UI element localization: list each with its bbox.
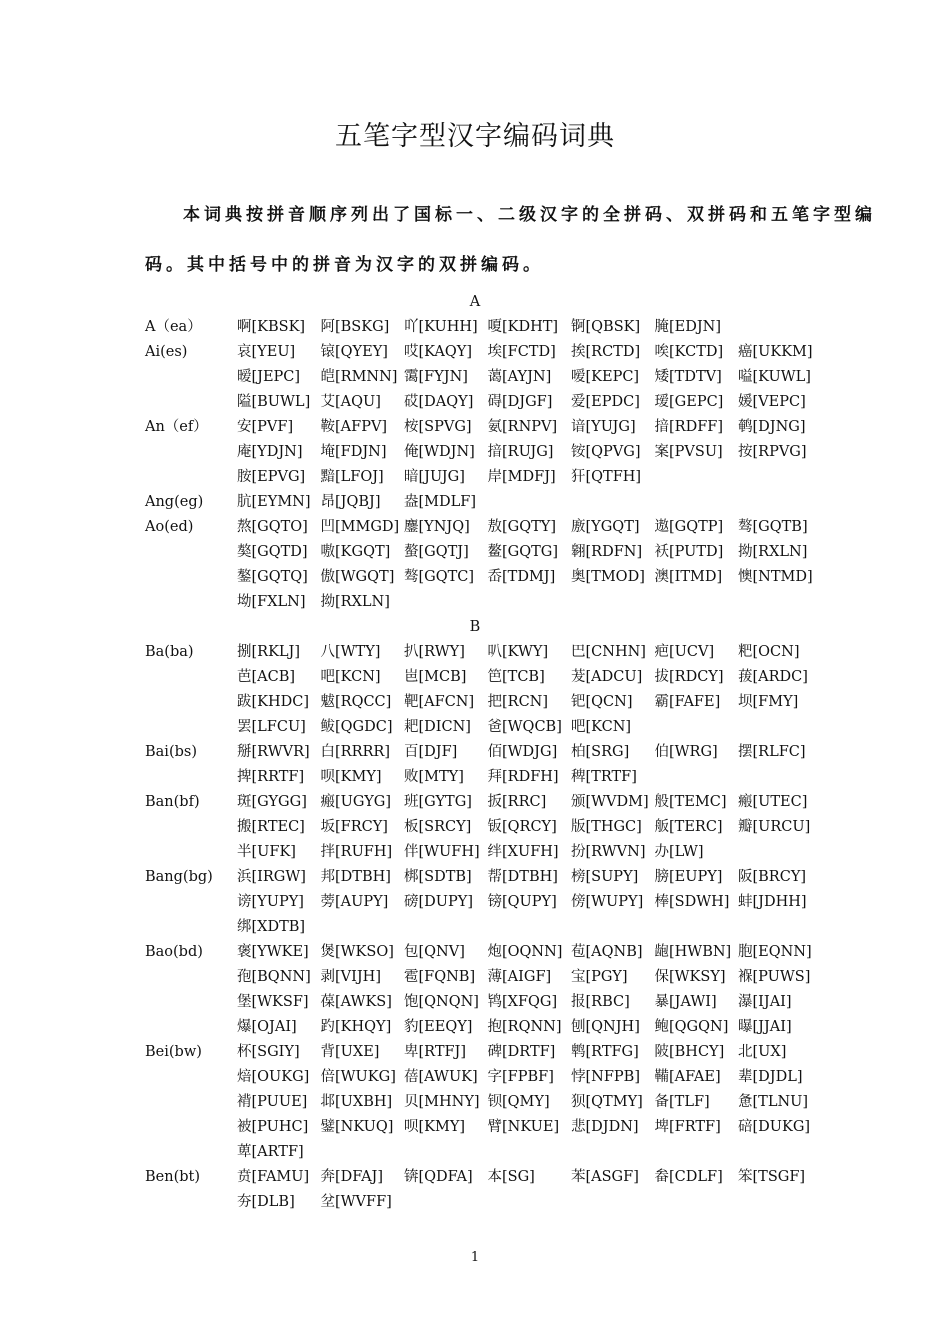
char-entry: 掰[RWVR]	[237, 744, 310, 760]
char-entry: 吧[KCN]	[571, 719, 632, 735]
char-entry: 唉[KCTD]	[654, 344, 724, 360]
char-entry: 揞[RDFF]	[654, 419, 723, 435]
char-entry: 锿[QYEY]	[320, 344, 388, 360]
entry-list	[237, 740, 822, 790]
char-entry: 煲[WKSO]	[320, 944, 394, 960]
char-entry: 舨[TERC]	[654, 819, 723, 835]
char-entry: 八[WTY]	[320, 644, 381, 660]
char-entry: 菝[ARDC]	[738, 669, 808, 685]
page-title: 五笔字型汉字编码词典	[335, 121, 615, 152]
char-entry: 背[UXE]	[320, 1044, 380, 1060]
section-letter: A	[469, 294, 481, 310]
char-entry: 坂[FRCY]	[320, 819, 388, 835]
char-entry: 黯[LFOJ]	[320, 469, 384, 485]
char-entry: 哀[YEU]	[237, 344, 296, 360]
char-entry: 艾[AQU]	[320, 394, 381, 410]
char-entry: 鲅[QGDC]	[320, 719, 393, 735]
char-entry: 澳[ITMD]	[654, 569, 723, 585]
char-entry: 钣[QRCY]	[487, 819, 557, 835]
char-entry: 败[MTY]	[404, 769, 464, 785]
char-entry: 鹎[RTFG]	[571, 1044, 639, 1060]
char-entry: 梆[SDTB]	[404, 869, 472, 885]
char-entry: 佰[WDJG]	[487, 744, 558, 760]
char-entry: 夯[DLB]	[237, 1194, 295, 1210]
char-entry: 吖[KUHH]	[404, 319, 478, 335]
char-entry: 炮[OQNN]	[487, 944, 563, 960]
char-entry: 棒[SDWH]	[654, 894, 730, 910]
char-entry: 鏊[GQTQ]	[237, 569, 308, 585]
char-entry: 暗[JUJG]	[404, 469, 465, 485]
pinyin-label: Ai(es)	[145, 344, 188, 360]
pinyin-label: Bang(bg)	[145, 869, 213, 885]
char-entry: 暴[JAWI]	[654, 994, 717, 1010]
char-entry: 蚌[JDHH]	[738, 894, 807, 910]
char-entry: 陂[BHCY]	[654, 1044, 725, 1060]
pinyin-label: A（ea）	[145, 319, 202, 335]
char-entry: 锛[QDFA]	[404, 1169, 473, 1185]
pinyin-label: Ban(bf)	[145, 794, 200, 810]
char-entry: 奔[DFAJ]	[320, 1169, 384, 1185]
page-number: 1	[470, 1250, 480, 1265]
char-entry: 邦[DTBH]	[320, 869, 391, 885]
char-entry: 摆[RLFC]	[738, 744, 806, 760]
char-entry: 耙[DICN]	[404, 719, 471, 735]
char-entry: 霭[FYJN]	[404, 369, 468, 385]
char-entry: 哎[KAQY]	[404, 344, 472, 360]
char-entry: 贲[FAMU]	[237, 1169, 310, 1185]
char-entry: 刨[QNJH]	[571, 1019, 640, 1035]
char-entry: 爱[EPDC]	[571, 394, 640, 410]
char-entry: 鞴[AFAE]	[654, 1069, 721, 1085]
char-entry: 苞[AQNB]	[571, 944, 643, 960]
intro-line-1: 本词典按拼音顺序列出了国标一、二级汉字的全拼码、双拼码和五笔字型编	[183, 205, 876, 225]
char-entry: 斑[GYGG]	[237, 794, 307, 810]
char-entry: 褓[PUWS]	[738, 969, 811, 985]
char-entry: 爆[OJAI]	[237, 1019, 297, 1035]
char-entry: 魃[RQCC]	[320, 694, 392, 710]
char-entry: 袄[PUTD]	[654, 544, 724, 560]
char-entry: 惫[TLNU]	[738, 1094, 809, 1110]
pinyin-group	[145, 490, 825, 515]
char-entry: 扮[RWVN]	[571, 844, 646, 860]
char-entry: 遨[GQTP]	[654, 519, 724, 535]
char-entry: 瓣[URCU]	[738, 819, 811, 835]
intro-line-2: 码。其中括号中的拼音为汉字的双拼编码。	[145, 255, 544, 275]
char-entry: 瘢[UTEC]	[738, 794, 808, 810]
char-entry: 北[UX]	[738, 1044, 787, 1060]
char-entry: 庵[YDJN]	[237, 444, 303, 460]
entry-list	[237, 315, 822, 340]
char-entry: 钯[QCN]	[571, 694, 633, 710]
char-entry: 捭[RRTF]	[237, 769, 305, 785]
char-entry: 鏖[YNJQ]	[404, 519, 470, 535]
char-entry: 笨[TSGF]	[738, 1169, 806, 1185]
char-entry: 饱[QNQN]	[404, 994, 479, 1010]
char-entry: 贝[MHNY]	[404, 1094, 480, 1110]
pinyin-group	[145, 740, 825, 790]
char-entry: 爸[WQCB]	[487, 719, 562, 735]
char-entry: 傲[WGQT]	[320, 569, 395, 585]
char-entry: 辈[DJDL]	[738, 1069, 803, 1085]
entry-list	[237, 340, 822, 415]
char-entry: 鞍[AFPV]	[320, 419, 388, 435]
entry-list	[237, 415, 822, 490]
char-entry: 瑷[GEPC]	[654, 394, 724, 410]
pinyin-label: Bei(bw)	[145, 1044, 202, 1060]
pinyin-group	[145, 640, 825, 740]
entry-list	[237, 1165, 822, 1215]
char-entry: 安[PVF]	[237, 419, 294, 435]
char-entry: 鹌[DJNG]	[738, 419, 806, 435]
char-entry: 捌[RKLJ]	[237, 644, 301, 660]
char-entry: 雹[FQNB]	[404, 969, 476, 985]
char-entry: 浜[IRGW]	[237, 869, 306, 885]
char-entry: 焙[OUKG]	[237, 1069, 310, 1085]
char-entry: 砹[DAQY]	[404, 394, 474, 410]
char-entry: 绑[XDTB]	[237, 919, 306, 935]
char-entry: 吧[KCN]	[320, 669, 381, 685]
char-entry: 悖[NFPB]	[571, 1069, 640, 1085]
char-entry: 皑[RMNN]	[320, 369, 398, 385]
char-entry: 扒[RWY]	[404, 644, 465, 660]
char-entry: 碚[DUKG]	[738, 1119, 811, 1135]
pinyin-group	[145, 1040, 825, 1165]
entry-list	[237, 865, 822, 940]
section-letter: B	[469, 619, 481, 635]
entry-list	[237, 490, 822, 515]
entry-list	[237, 1040, 822, 1165]
char-entry: 坝[FMY]	[738, 694, 799, 710]
char-entry: 镑[QUPY]	[487, 894, 557, 910]
entry-list	[237, 790, 822, 865]
char-entry: 癌[UKKM]	[738, 344, 813, 360]
char-entry: 疤[UCV]	[654, 644, 715, 660]
char-entry: 岙[TDMJ]	[487, 569, 556, 585]
char-entry: 挨[RCTD]	[571, 344, 641, 360]
entry-list	[237, 940, 822, 1040]
char-entry: 钡[QMY]	[487, 1094, 550, 1110]
char-entry: 抱[RQNN]	[487, 1019, 562, 1035]
pinyin-label: Ba(ba)	[145, 644, 194, 660]
char-entry: 报[RBC]	[571, 994, 630, 1010]
char-entry: 矮[TDTV]	[654, 369, 722, 385]
pinyin-group	[145, 940, 825, 1040]
char-entry: 邶[UXBH]	[320, 1094, 393, 1110]
char-entry: 媛[VEPC]	[738, 394, 806, 410]
pinyin-group	[145, 415, 825, 490]
char-entry: 瀑[IJAI]	[738, 994, 792, 1010]
char-entry: 褒[YWKE]	[237, 944, 309, 960]
char-entry: 螯[GQTJ]	[404, 544, 469, 560]
char-entry: 鳌[GQTG]	[487, 544, 559, 560]
char-entry: 嗷[KGQT]	[320, 544, 391, 560]
char-entry: 靶[AFCN]	[404, 694, 475, 710]
pinyin-label: An（ef）	[145, 419, 208, 435]
char-entry: 绊[XUFH]	[487, 844, 559, 860]
char-entry: 铵[QPVG]	[571, 444, 641, 460]
char-entry: 稗[TRTF]	[571, 769, 637, 785]
char-entry: 懊[NTMD]	[738, 569, 813, 585]
pinyin-label: Ben(bt)	[145, 1169, 200, 1185]
char-entry: 骜[GQTC]	[404, 569, 475, 585]
char-entry: 白[RRRR]	[320, 744, 390, 760]
char-entry: 堡[WKSF]	[237, 994, 309, 1010]
char-entry: 备[TLF]	[654, 1094, 710, 1110]
char-entry: 碑[DRTF]	[487, 1044, 556, 1060]
char-entry: 字[FPBF]	[487, 1069, 554, 1085]
char-entry: 拌[RUFH]	[320, 844, 393, 860]
char-entry: 芭[ACB]	[237, 669, 296, 685]
char-entry: 卑[RTFJ]	[404, 1044, 467, 1060]
char-entry: 粑[OCN]	[738, 644, 800, 660]
char-entry: 暧[JEPC]	[237, 369, 301, 385]
char-entry: 氨[RNPV]	[487, 419, 558, 435]
char-entry: 半[UFK]	[237, 844, 296, 860]
char-entry: 霸[FAFE]	[654, 694, 721, 710]
char-entry: 臂[NKUE]	[487, 1119, 560, 1135]
char-entry: 板[SRCY]	[404, 819, 472, 835]
char-entry: 骜[GQTB]	[738, 519, 808, 535]
char-entry: 呗[KMY]	[404, 1119, 466, 1135]
char-entry: 颁[WVDM]	[571, 794, 649, 810]
char-entry: 廒[YGQT]	[571, 519, 640, 535]
char-entry: 笆[TCB]	[487, 669, 545, 685]
char-entry: 磅[DUPY]	[404, 894, 473, 910]
char-entry: 本[SG]	[487, 1169, 535, 1185]
char-entry: 班[GYTG]	[404, 794, 472, 810]
char-entry: 罢[LFCU]	[237, 719, 306, 735]
char-entry: 拗[RXLN]	[320, 594, 390, 610]
pinyin-label: Bai(bs)	[145, 744, 197, 760]
char-entry: 翱[RDFN]	[571, 544, 643, 560]
char-entry: 畚[CDLF]	[654, 1169, 723, 1185]
char-entry: 桉[SPVG]	[404, 419, 472, 435]
char-entry: 萆[ARTF]	[237, 1144, 304, 1160]
char-entry: 帮[DTBH]	[487, 869, 558, 885]
char-entry: 敖[GQTY]	[487, 519, 557, 535]
char-entry: 膀[EUPY]	[654, 869, 723, 885]
char-entry: 倍[WUKG]	[320, 1069, 396, 1085]
pinyin-label: Bao(bd)	[145, 944, 203, 960]
dictionary-body	[145, 290, 825, 1215]
char-entry: 胞[EQNN]	[738, 944, 812, 960]
char-entry: 奥[TMOD]	[571, 569, 645, 585]
char-entry: 揞[RUJG]	[487, 444, 554, 460]
entry-list	[237, 515, 822, 615]
char-entry: 嗄[KDHT]	[487, 319, 559, 335]
pinyin-group	[145, 515, 825, 615]
entry-list	[237, 640, 822, 740]
char-entry: 拜[RDFH]	[487, 769, 559, 785]
char-entry: 鲍[QGQN]	[654, 1019, 729, 1035]
char-entry: 呗[KMY]	[320, 769, 382, 785]
char-entry: 跋[KHDC]	[237, 694, 310, 710]
char-entry: 保[WKSY]	[654, 969, 726, 985]
char-entry: 岸[MDFJ]	[487, 469, 556, 485]
char-entry: 蔼[AYJN]	[487, 369, 552, 385]
char-entry: 伴[WUFH]	[404, 844, 480, 860]
char-entry: 埤[FRTF]	[654, 1119, 721, 1135]
char-entry: 被[PUHC]	[237, 1119, 309, 1135]
char-entry: 豹[EEQY]	[404, 1019, 473, 1035]
char-entry: 鐾[NKUQ]	[320, 1119, 394, 1135]
char-entry: 办[LW]	[654, 844, 704, 860]
char-entry: 獒[GQTD]	[237, 544, 308, 560]
char-entry: 扳[RRC]	[487, 794, 547, 810]
char-entry: 宝[PGY]	[571, 969, 628, 985]
char-entry: 巴[CNHN]	[571, 644, 646, 660]
char-entry: 搬[RTEC]	[237, 819, 305, 835]
char-entry: 俺[WDJN]	[404, 444, 475, 460]
char-entry: 碍[DJGF]	[487, 394, 553, 410]
pinyin-label: Ang(eg)	[145, 494, 204, 510]
char-entry: 悲[DJDN]	[571, 1119, 639, 1135]
char-entry: 啊[KBSK]	[237, 319, 306, 335]
char-entry: 般[TEMC]	[654, 794, 727, 810]
char-entry: 嗳[KEPC]	[571, 369, 640, 385]
char-entry: 杯[SGIY]	[237, 1044, 300, 1060]
char-entry: 版[THGC]	[571, 819, 642, 835]
char-entry: 犴[QTFH]	[571, 469, 642, 485]
char-entry: 狈[QTMY]	[571, 1094, 643, 1110]
char-entry: 薄[AIGF]	[487, 969, 552, 985]
pinyin-group	[145, 865, 825, 940]
char-entry: 榜[SUPY]	[571, 869, 639, 885]
char-entry: 隘[BUWL]	[237, 394, 311, 410]
pinyin-group	[145, 1165, 825, 1215]
char-entry: 曝[JJAI]	[738, 1019, 792, 1035]
char-entry: 熬[GQTO]	[237, 519, 308, 535]
char-entry: 谙[YUJG]	[571, 419, 636, 435]
char-entry: 葆[AWKS]	[320, 994, 392, 1010]
char-entry: 胺[EPVG]	[237, 469, 306, 485]
char-entry: 叭[KWY]	[487, 644, 549, 660]
char-entry: 蒡[AUPY]	[320, 894, 389, 910]
char-entry: 腌[EDJN]	[654, 319, 722, 335]
char-entry: 孢[BQNN]	[237, 969, 311, 985]
char-entry: 龅[HWBN]	[654, 944, 732, 960]
char-entry: 锕[QBSK]	[571, 319, 641, 335]
char-entry: 案[PVSU]	[654, 444, 723, 460]
char-entry: 谤[YUPY]	[237, 894, 304, 910]
char-entry: 坳[FXLN]	[237, 594, 306, 610]
char-entry: 埃[FCTD]	[487, 344, 556, 360]
char-entry: 苯[ASGF]	[571, 1169, 639, 1185]
char-entry: 嗌[KUWL]	[738, 369, 811, 385]
char-entry: 埯[FDJN]	[320, 444, 387, 460]
char-entry: 把[RCN]	[487, 694, 549, 710]
char-entry: 阿[BSKG]	[320, 319, 390, 335]
char-entry: 包[QNV]	[404, 944, 465, 960]
pinyin-group	[145, 340, 825, 415]
char-entry: 岜[MCB]	[404, 669, 467, 685]
char-entry: 拔[RDCY]	[654, 669, 724, 685]
char-entry: 傍[WUPY]	[571, 894, 644, 910]
char-entry: 伯[WRG]	[654, 744, 718, 760]
char-entry: 柏[SRG]	[571, 744, 630, 760]
char-entry: 坌[WVFF]	[320, 1194, 392, 1210]
char-entry: 拗[RXLN]	[738, 544, 808, 560]
char-entry: 剥[VIJH]	[320, 969, 381, 985]
char-entry: 盎[MDLF]	[404, 494, 476, 510]
char-entry: 褙[PUUE]	[237, 1094, 308, 1110]
char-entry: 鸨[XFQG]	[487, 994, 558, 1010]
char-entry: 趵[KHQY]	[320, 1019, 392, 1035]
char-entry: 瘢[UGYG]	[320, 794, 392, 810]
char-entry: 百[DJF]	[404, 744, 458, 760]
char-entry: 按[RPVG]	[738, 444, 807, 460]
char-entry: 凹[MMGD]	[320, 519, 400, 535]
pinyin-label: Ao(ed)	[145, 519, 194, 535]
pinyin-group	[145, 315, 825, 340]
pinyin-group	[145, 790, 825, 865]
char-entry: 肮[EYMN]	[237, 494, 311, 510]
char-entry: 蓓[AWUK]	[404, 1069, 478, 1085]
char-entry: 昂[JQBJ]	[320, 494, 381, 510]
char-entry: 阪[BRCY]	[738, 869, 807, 885]
char-entry: 茇[ADCU]	[571, 669, 643, 685]
